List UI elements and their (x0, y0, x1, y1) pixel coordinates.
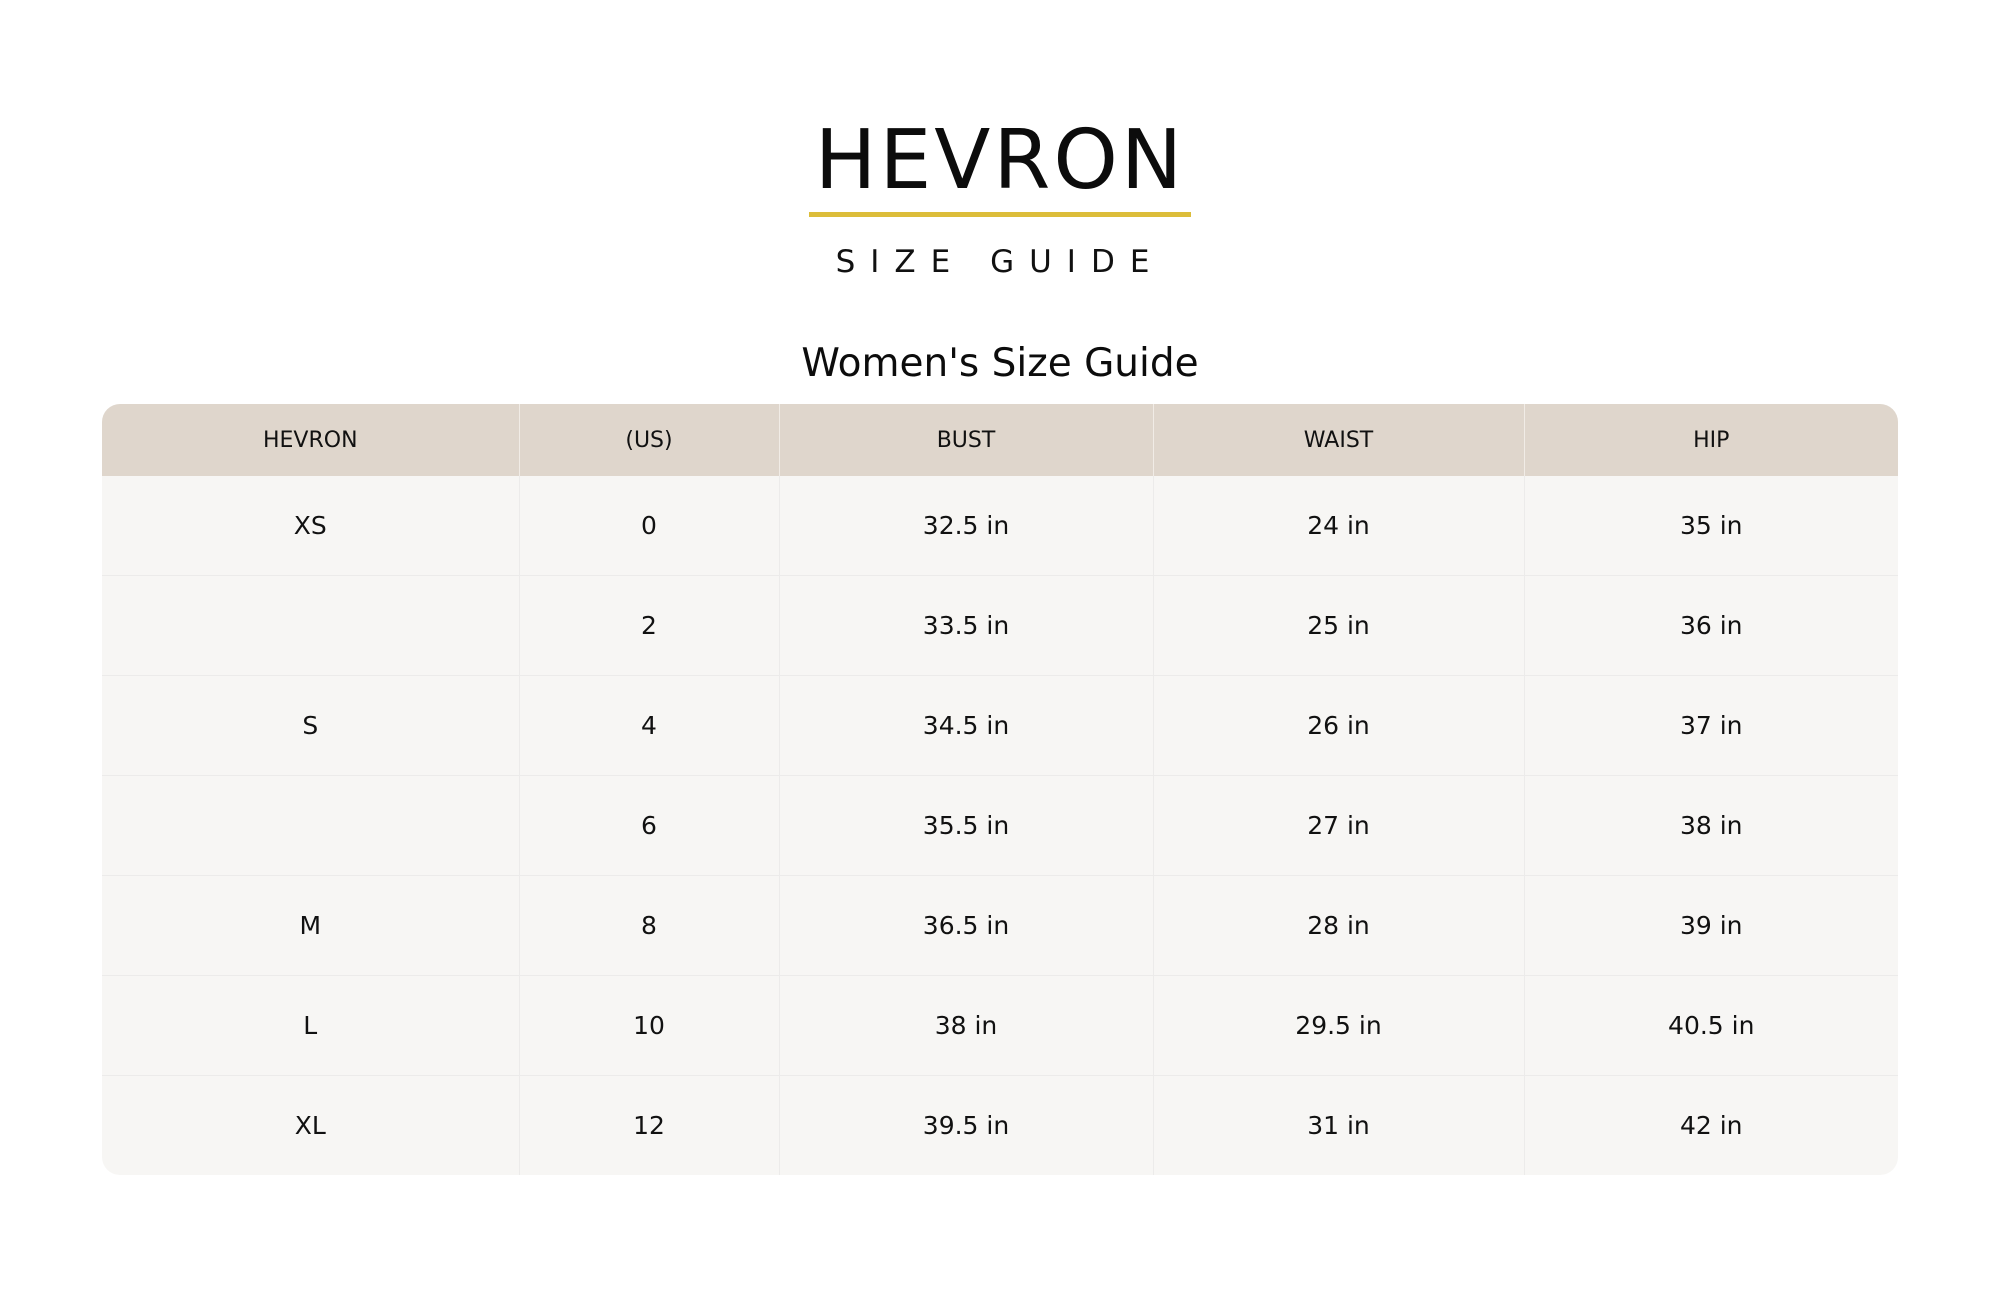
column-header-us: (US) (519, 404, 779, 476)
cell-waist: 27 in (1153, 776, 1524, 876)
cell-waist: 26 in (1153, 676, 1524, 776)
cell-us-size: 4 (519, 676, 779, 776)
cell-hevron-size (102, 576, 519, 676)
cell-bust: 35.5 in (779, 776, 1153, 876)
cell-us-size: 0 (519, 476, 779, 576)
cell-bust: 39.5 in (779, 1076, 1153, 1176)
cell-waist: 29.5 in (1153, 976, 1524, 1076)
brand-logo: HEVRON (809, 120, 1191, 217)
cell-us-size: 2 (519, 576, 779, 676)
column-header-hevron: HEVRON (102, 404, 519, 476)
column-header-waist: WAIST (1153, 404, 1524, 476)
brand-header (0, 113, 2000, 280)
cell-bust: 33.5 in (779, 576, 1153, 676)
cell-hevron-size: XL (102, 1076, 519, 1176)
table-row (102, 676, 1898, 776)
brand-subtitle: SIZE GUIDE (835, 244, 1165, 280)
cell-us-size: 12 (519, 1076, 779, 1176)
table-row (102, 776, 1898, 876)
cell-waist: 25 in (1153, 576, 1524, 676)
table-row (102, 1076, 1898, 1176)
cell-hevron-size: L (102, 976, 519, 1076)
cell-us-size: 8 (519, 876, 779, 976)
cell-bust: 32.5 in (779, 476, 1153, 576)
cell-hevron-size: XS (102, 476, 519, 576)
column-header-bust: BUST (779, 404, 1153, 476)
cell-waist: 31 in (1153, 1076, 1524, 1176)
guide-title: Women's Size Guide (801, 341, 1199, 386)
table-row (102, 576, 1898, 676)
cell-bust: 36.5 in (779, 876, 1153, 976)
cell-waist: 28 in (1153, 876, 1524, 976)
cell-hip: 42 in (1679, 1111, 1743, 1140)
cell-bust: 34.5 in (779, 676, 1153, 776)
cell-hevron-size: S (102, 676, 519, 776)
cell-hip: 40.5 in (1524, 976, 1898, 1076)
table-row (102, 476, 1898, 576)
cell-hip: 39 in (1524, 876, 1898, 976)
cell-us-size: 10 (519, 976, 779, 1076)
size-table (102, 404, 1898, 1175)
table-row (102, 876, 1898, 976)
cell-waist: 24 in (1153, 476, 1524, 576)
cell-hevron-size (102, 776, 519, 876)
cell-us-size: 6 (519, 776, 779, 876)
size-table-container (102, 404, 1898, 1175)
cell-hip: 37 in (1524, 676, 1898, 776)
cell-hip: 35 in (1524, 476, 1898, 576)
cell-hip: 36 in (1524, 576, 1898, 676)
table-row (102, 976, 1898, 1076)
cell-hevron-size: M (102, 876, 519, 976)
cell-bust: 38 in (779, 976, 1153, 1076)
table-header-row (102, 404, 1898, 476)
column-header-hip: HIP (1524, 404, 1898, 476)
cell-hip: 38 in (1524, 776, 1898, 876)
